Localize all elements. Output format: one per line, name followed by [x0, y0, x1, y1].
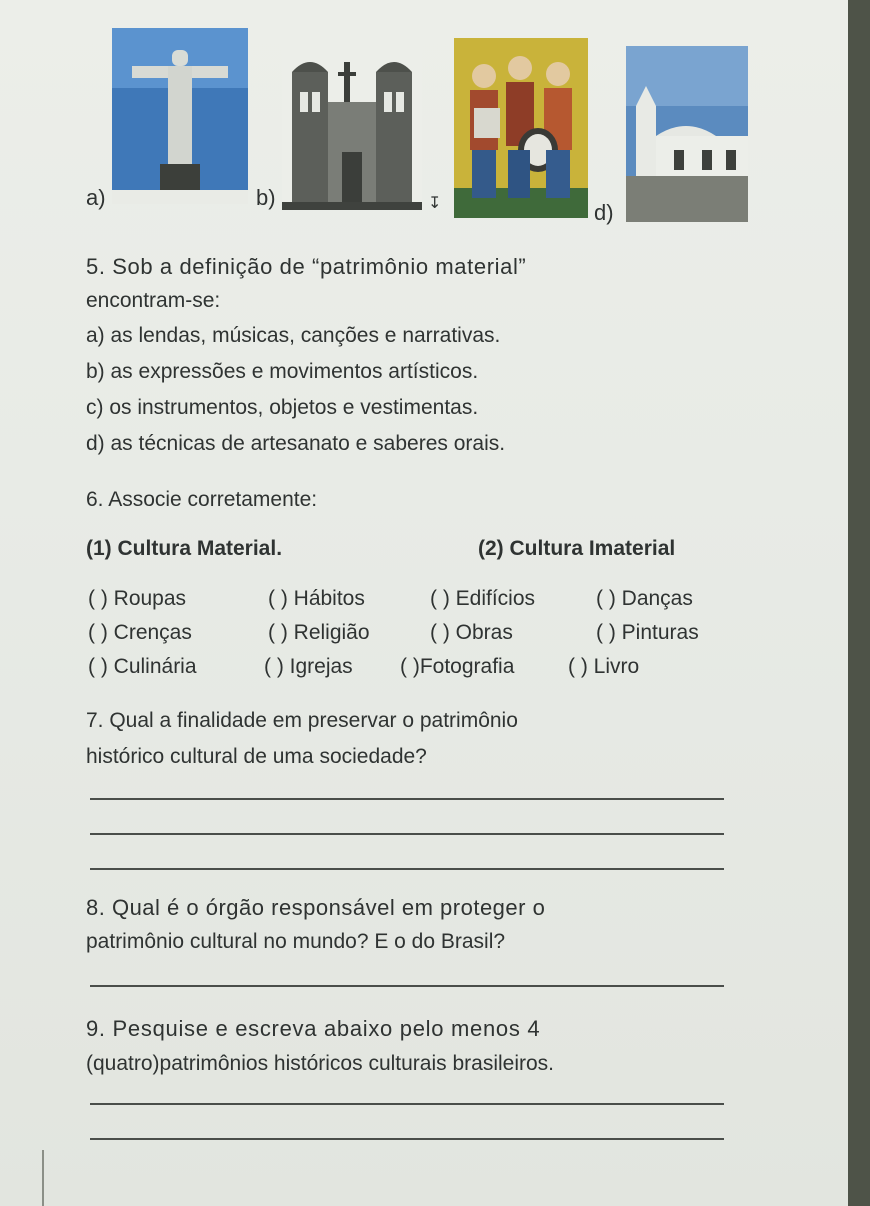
q6-item-dancas: ( ) Danças: [596, 587, 693, 610]
q5-line1: 5. Sob a definição de “patrimônio material”: [86, 254, 527, 279]
q5-option-c: c) os instrumentos, objetos e vestimentas.: [86, 396, 479, 419]
q5-option-b: b) as expressões e movimentos artísticos.: [86, 360, 479, 383]
q8-answer-line-1[interactable]: [90, 985, 724, 987]
page-fold-shadow: [42, 1150, 44, 1206]
q6-item-obras: ( ) Obras: [430, 621, 513, 644]
colonial-town-photo: [626, 46, 748, 222]
q8-line1: 8. Qual é o órgão responsável em proteger o: [86, 895, 546, 920]
q6-item-igrejas: ( ) Igrejas: [264, 655, 353, 678]
image-a-label: a): [86, 185, 106, 210]
q7-line2: histórico cultural de uma sociedade?: [86, 745, 427, 768]
image-c-label-scribble: ↧: [428, 195, 442, 212]
q9-line2: (quatro)patrimônios históricos culturais brasileiros.: [86, 1052, 555, 1075]
image-d-label: d): [594, 200, 614, 225]
musicians-illustration: [454, 38, 588, 218]
q6-option-1: (1) Cultura Material.: [86, 537, 283, 560]
q6-item-roupas: ( ) Roupas: [88, 587, 187, 610]
q5-option-d: d) as técnicas de artesanato e saberes orais.: [86, 432, 506, 455]
q6-item-livro: ( ) Livro: [568, 655, 640, 678]
q5-line2: encontram-se:: [86, 289, 221, 312]
q6-option-2: (2) Cultura Imaterial: [478, 537, 676, 560]
q6-item-edificios: ( ) Edifícios: [430, 587, 536, 610]
q6-item-fotografia: ( )Fotografia: [400, 655, 515, 678]
q9-answer-line-2[interactable]: [90, 1138, 724, 1140]
q7-answer-line-2[interactable]: [90, 833, 724, 835]
image-b-label: b): [256, 185, 276, 210]
q7-line1: 7. Qual a finalidade em preservar o patrimônio: [86, 709, 518, 732]
christ-statue-photo: [112, 28, 248, 204]
q9-line1: 9. Pesquise e escreva abaixo pelo menos 4: [86, 1016, 541, 1041]
q6-item-religiao: ( ) Religião: [268, 621, 370, 644]
q6-item-habitos: ( ) Hábitos: [268, 587, 365, 610]
q6-item-pinturas: ( ) Pinturas: [596, 621, 699, 644]
q7-answer-line-1[interactable]: [90, 798, 724, 800]
q5-option-a: a) as lendas, músicas, canções e narrativas.: [86, 324, 501, 347]
q6-title: 6. Associe corretamente:: [86, 488, 318, 511]
q6-item-crencas: ( ) Crenças: [88, 621, 192, 644]
baroque-church-photo: [282, 32, 422, 210]
q6-item-culinaria: ( ) Culinária: [88, 655, 197, 678]
q8-line2: patrimônio cultural no mundo? E o do Brasil?: [86, 930, 506, 953]
q9-answer-line-1[interactable]: [90, 1103, 724, 1105]
q7-answer-line-3[interactable]: [90, 868, 724, 870]
